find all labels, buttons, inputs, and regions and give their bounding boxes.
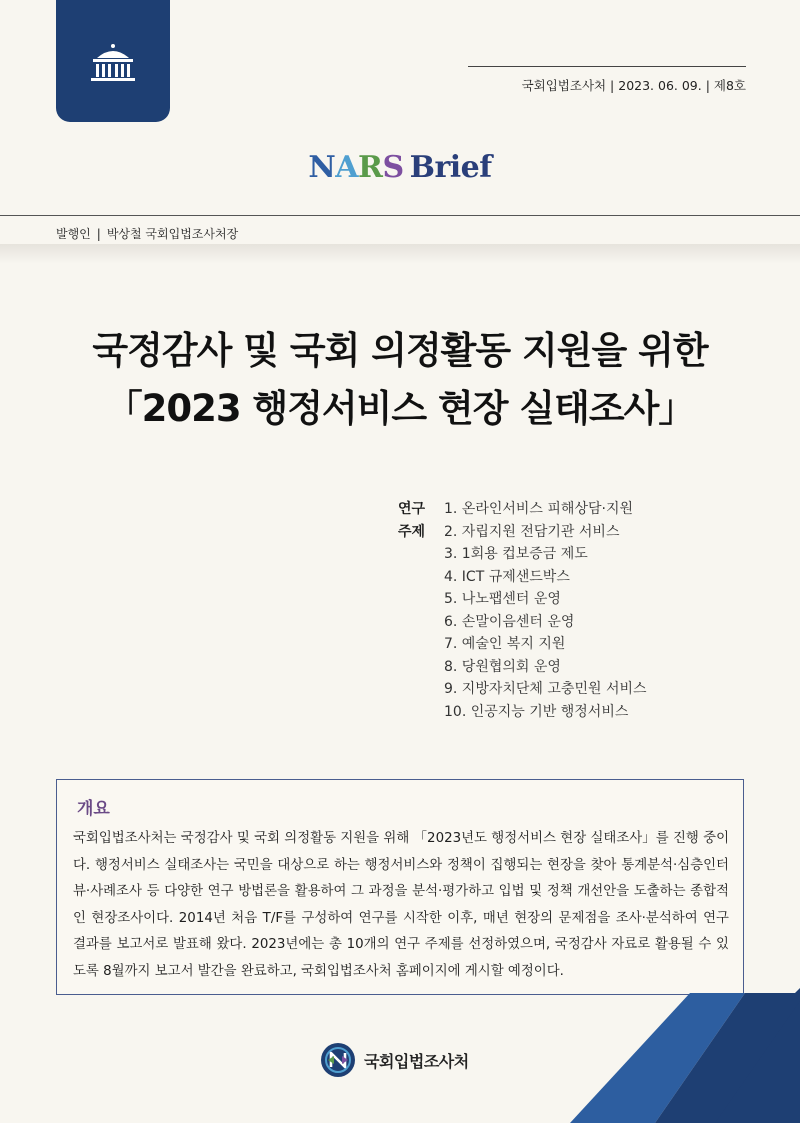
topic-item: 4. ICT 규제샌드박스 [444, 568, 570, 585]
national-assembly-icon [84, 40, 142, 84]
corner-decoration [570, 893, 800, 1123]
publisher-label: 발행인 [56, 227, 91, 241]
summary-text: 국회입법조사처는 국정감사 및 국회 의정활동 지원을 위해 「2023년도 행정서비스 현장 실태조사」를 진행 중이다. 행정서비스 실태조사는 국민을 대상으로 하는 행정서비스와 정책이 집행되는 현장을 찾아 통계분석·심층인터뷰·사례조사 등 다양한 연구 방법론을 활용하여 그 과정을 분석·평가하고 입법 및 정책 개선안을 도출하는 종합적인 현장조사이다. 2014년 처음 T/F를 구성하여 연구를 시작한 이후, 매년 현장의 문제점을 조사·분석하여 연구 결과를 보고서로 발표해 왔다. 2023년에는 총 10개의 연구 주제를 선정하였으며, 국정감사 자료로 활용될 수 있도록 8월까지 보고서 발간을 완료하고, 국회입법조사처 홈페이지에 게시할 예정이다. [73, 831, 729, 979]
publisher-separator: | [96, 227, 101, 241]
topics-label-line-2: 주제 [398, 523, 426, 540]
topics-list [444, 498, 764, 723]
topic-item: 9. 지방자치단체 고충민원 서비스 [444, 681, 647, 697]
topics-label-line-1: 연구 [398, 501, 426, 517]
logo-brief: Brief [409, 150, 492, 185]
summary-title: 개요 [77, 799, 110, 819]
topic-item: 2. 자립지원 전담기관 서비스 [444, 523, 620, 540]
page-title [0, 322, 800, 438]
topic-item: 6. 손말이음센터 운영 [444, 613, 575, 630]
topic-item: 8. 당원협의회 운영 [444, 658, 561, 675]
footer-logo [320, 1040, 469, 1080]
title-line-1: 국정감사 및 국회 의정활동 지원을 위한 [92, 329, 708, 372]
logo-letter-a: A [335, 150, 359, 185]
topic-item: 10. 인공지능 기반 행정서비스 [444, 703, 629, 720]
header-tab [56, 0, 170, 122]
publisher-rule [0, 215, 800, 216]
topic-item: 1. 온라인서비스 피해상담·지원 [444, 501, 633, 517]
logo-letter-n: N [308, 150, 336, 185]
logo-letter-s: S [382, 150, 404, 185]
publisher-name: 박상철 국회입법조사처장 [106, 227, 239, 241]
title-line-2: 「2023 행정서비스 현장 실태조사」 [105, 387, 695, 430]
footer-org-name: 국회입법조사처 [364, 1051, 469, 1071]
topic-item: 7. 예술인 복지 지원 [444, 636, 566, 652]
topic-item: 3. 1회용 컵보증금 제도 [444, 546, 588, 562]
topics-label [398, 498, 432, 543]
header-shadow [0, 244, 800, 264]
logo-letter-r: R [358, 150, 383, 185]
publisher-line [56, 225, 238, 242]
topic-item: 5. 나노팹센터 운영 [444, 591, 561, 607]
top-rule [468, 66, 746, 67]
nars-emblem-icon [320, 1042, 356, 1078]
nars-brief-logo [0, 150, 800, 185]
issue-info: 국회입법조사처 | 2023. 06. 09. | 제8호 [521, 78, 746, 93]
